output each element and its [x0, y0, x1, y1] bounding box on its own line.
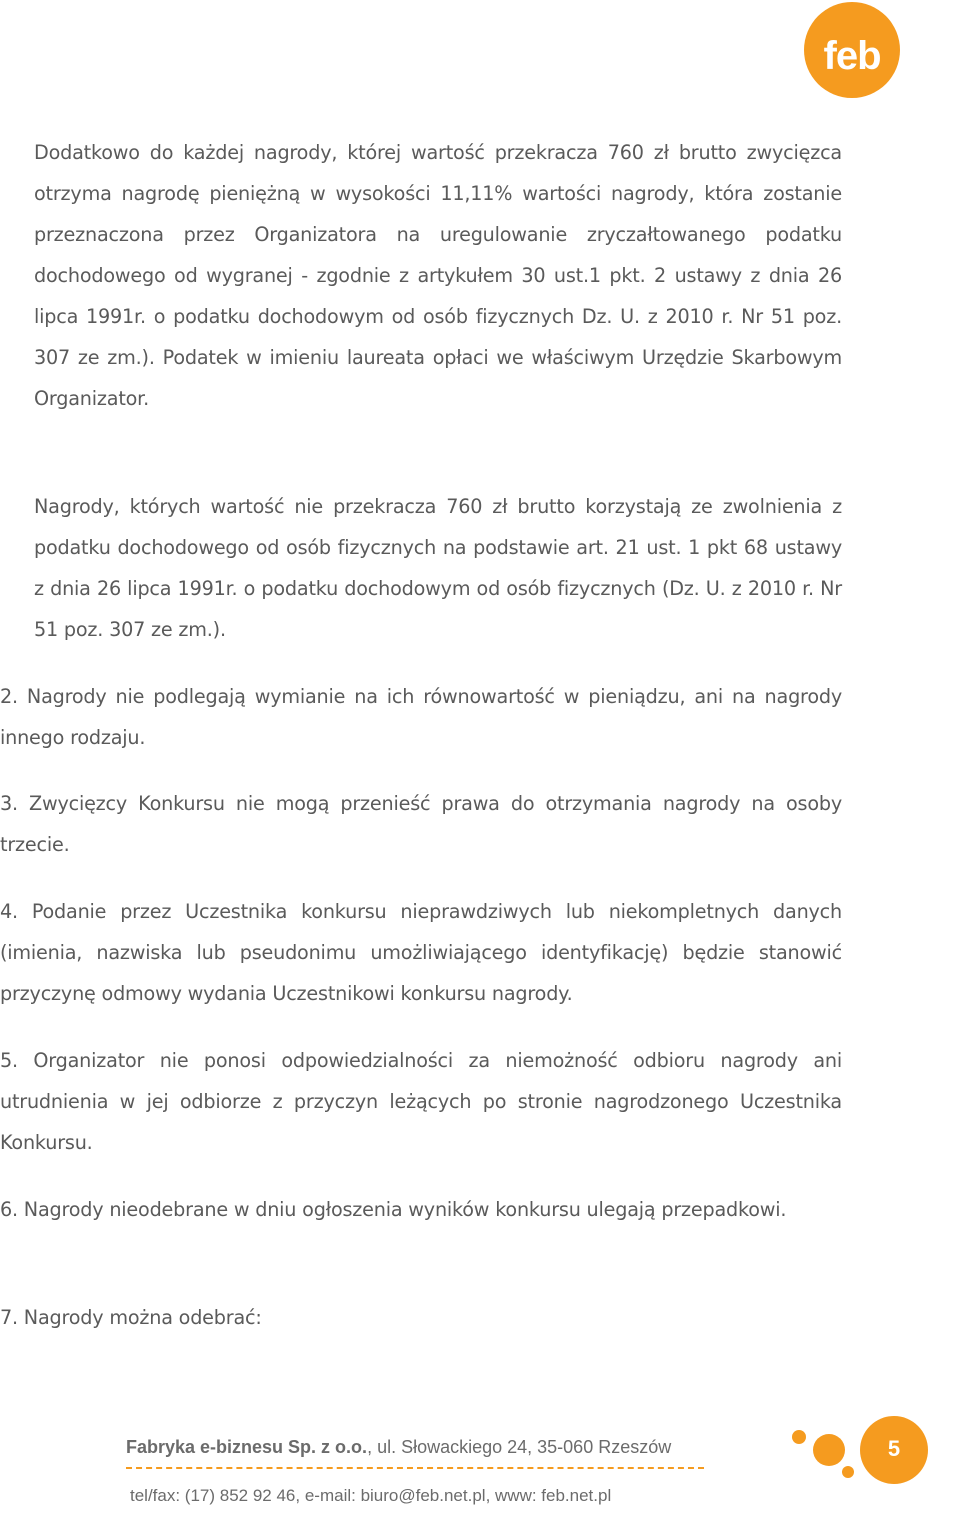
list-item-5: 5. Organizator nie ponosi odpowiedzialności za niemożność odbioru nagrody ani utrudnienia w jej odbiorze z przyczyn leżących po stronie nagrodzonego Uczestnika Konkursu. [0, 1049, 842, 1154]
footer-dot-tiny [842, 1466, 854, 1478]
feb-logo [804, 2, 900, 98]
footer-divider [126, 1467, 704, 1469]
page-number-badge [860, 1416, 928, 1484]
feb-logo-text: feb [823, 34, 881, 78]
paragraph-prize-tax: Dodatkowo do każdej nagrody, której wartość przekracza 760 zł brutto zwycięzca otrzyma nagrodę pieniężną w wysokości 11,11% wartości nagrody, która zostanie przeznaczona przez Organizatora na uregulowanie zryczałtowanego podatku dochodowego od wygranej - zgodnie z artykułem 30 ust.1 pkt. 2 ustawy z dnia 26 lipca 1991r. o podatku dochodowym od osób fizycznych Dz. U. z 2010 r. Nr 51 poz. 307 ze zm.). Podatek w imieniu laureata opłaci we właściwym Urzędzie Skarbowym Organizator. [34, 141, 842, 410]
footer-dot-medium [813, 1434, 845, 1466]
footer-address: , ul. Słowackiego 24, 35-060 Rzeszów [367, 1437, 672, 1457]
list-item-4: 4. Podanie przez Uczestnika konkursu nieprawdziwych lub niekompletnych danych (imienia, nazwiska lub pseudonimu umożliwiającego identyfikację) będzie stanowić przyczynę odmowy wydania Uczestnikowi konkursu nagrody. [0, 900, 842, 1005]
page-number: 5 [887, 1436, 901, 1461]
paragraph-tax-exemption: Nagrody, których wartość nie przekracza 760 zł brutto korzystają ze zwolnienia z podatku dochodowego od osób fizycznych na podstawie art. 21 ust. 1 pkt 68 ustawy z dnia 26 lipca 1991r. o podatku dochodowym od osób fizycznych (Dz. U. z 2010 r. Nr 51 poz. 307 ze zm.). [34, 495, 842, 641]
footer-company [126, 1437, 671, 1467]
footer-dot-small [792, 1430, 806, 1444]
footer-contact: tel/fax: (17) 852 92 46, e-mail: biuro@feb.net.pl, www: feb.net.pl [130, 1486, 612, 1505]
list-item-6: 6. Nagrody nieodebrane w dniu ogłoszenia wyników konkursu ulegają przepadkowi. [0, 1198, 787, 1221]
list-item-2: 2. Nagrody nie podlegają wymianie na ich równowartość w pieniądzu, ani na nagrody innego rodzaju. [0, 685, 842, 749]
footer-company-name: Fabryka e-biznesu Sp. z o.o. [126, 1437, 368, 1457]
list-item-3: 3. Zwycięzcy Konkursu nie mogą przenieść prawa do otrzymania nagrody na osoby trzecie. [0, 792, 842, 856]
list-item-7: 7. Nagrody można odebrać: [0, 1306, 262, 1329]
